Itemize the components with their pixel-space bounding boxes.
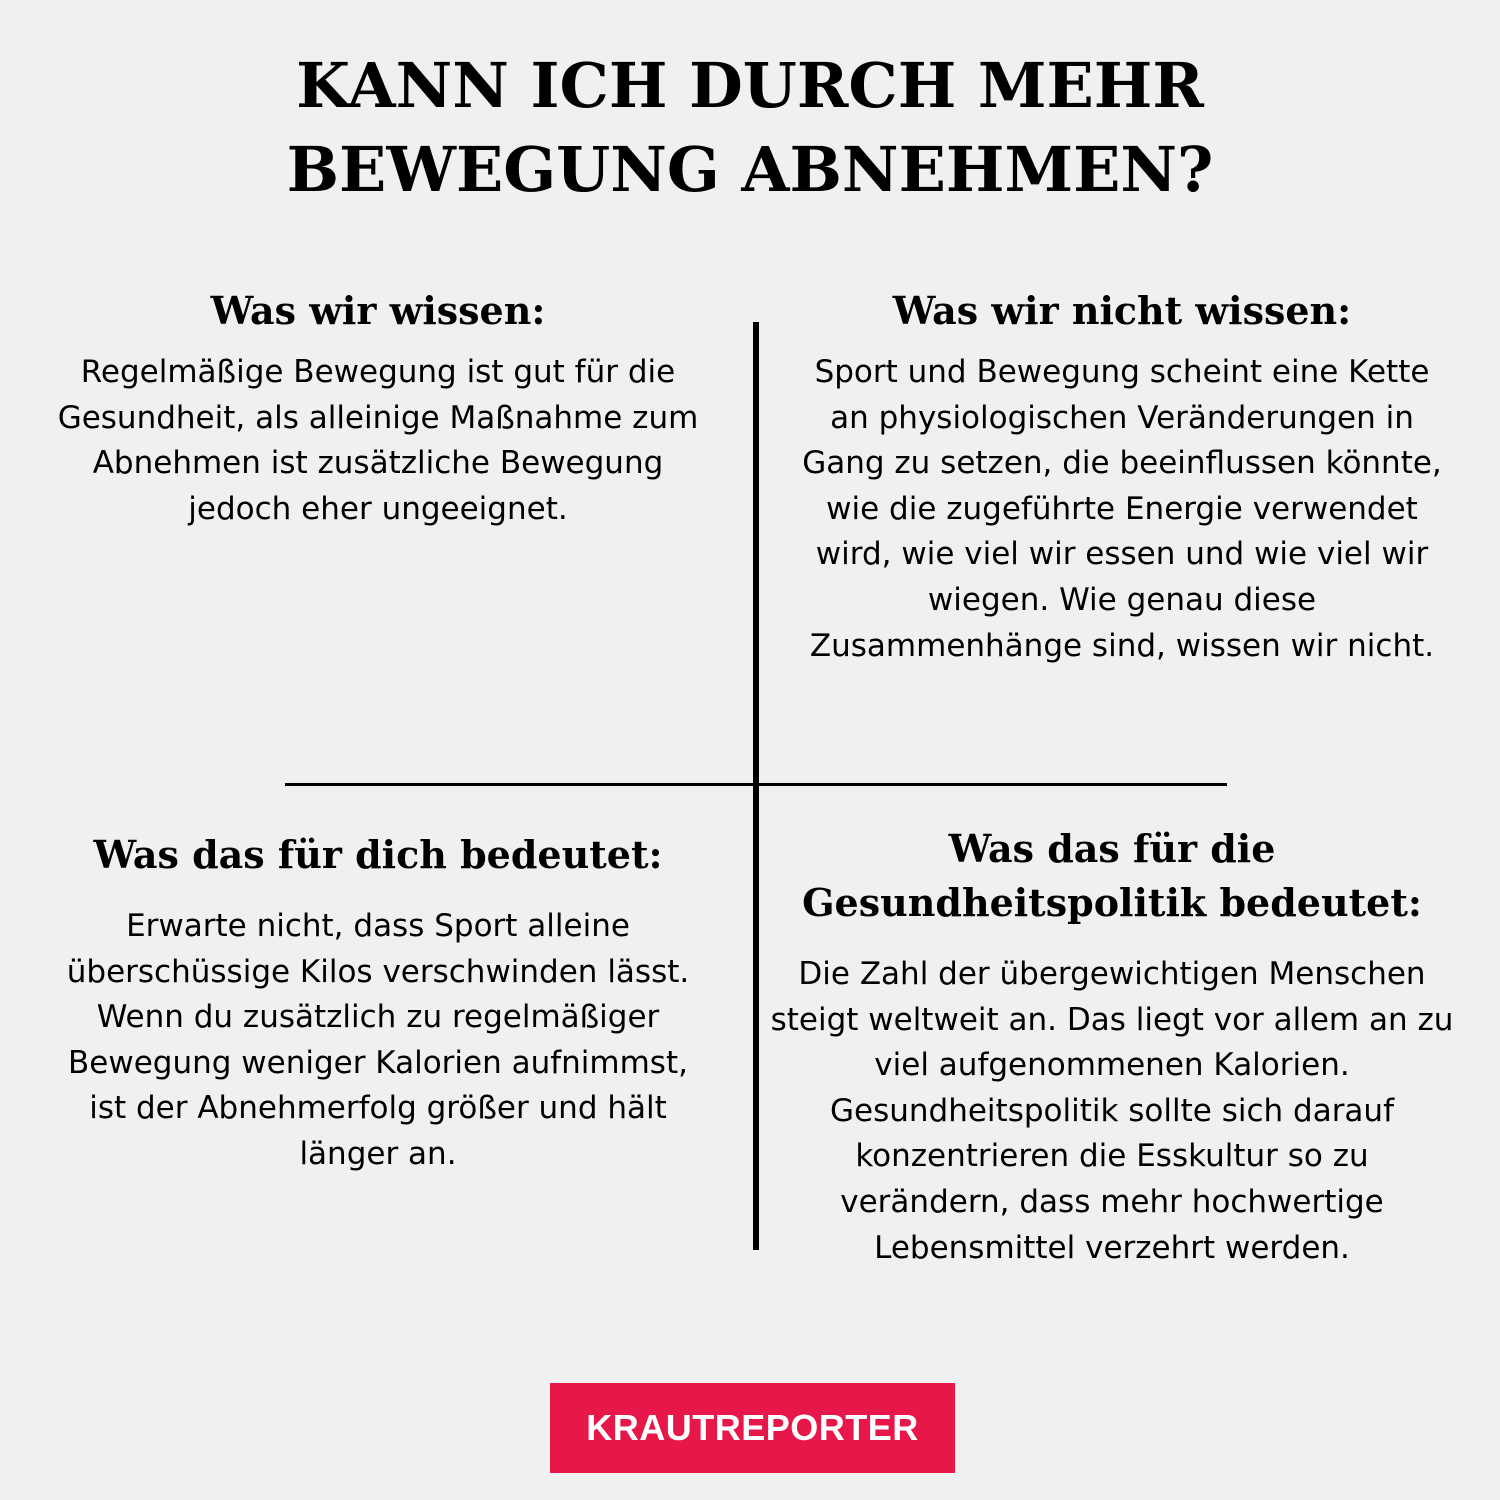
vertical-divider xyxy=(753,322,759,1250)
section-body: Regelmäßige Bewegung ist gut für die Gesundheit, als alleinige Maßnahme zum Abnehmen ist zusätzliche Bewegung jedoch eher ungeeignet. xyxy=(57,354,699,527)
page-title-line-2: BEWEGUNG ABNEHMEN? xyxy=(286,133,1214,206)
section-heading: Was wir wissen: xyxy=(210,288,546,333)
section-body: Sport und Bewegung scheint eine Kette an physiologischen Veränderungen in Gang zu setzen, die beeinflussen könnte, wie die zugeführte Energie verwendet wird, wie viel wir essen und wie viel wir wiegen. Wie genau diese Zusammenhänge sind, wissen wir nicht. xyxy=(802,354,1442,664)
page-title xyxy=(0,44,1500,212)
section-meaning-for-health-policy xyxy=(770,822,1454,1271)
brand-logo-label: KRAUTREPORTER xyxy=(586,1407,919,1448)
section-body: Erwarte nicht, dass Sport alleine überschüssige Kilos verschwinden lässt. Wenn du zusätzlich zu regelmäßiger Bewegung weniger Kalorien aufnimmst, ist der Abnehmerfolg größer und hält länger an. xyxy=(66,908,690,1172)
section-heading-line-1: Was das für die xyxy=(948,826,1276,871)
section-what-we-dont-know xyxy=(792,284,1452,669)
section-meaning-for-you xyxy=(48,828,708,1178)
section-heading xyxy=(770,822,1454,930)
page-title-line-1: KANN ICH DURCH MEHR xyxy=(296,49,1204,122)
section-heading: Was das für dich bedeutet: xyxy=(93,832,663,877)
section-heading-line-2: Gesundheitspolitik bedeutet: xyxy=(802,880,1422,925)
horizontal-divider xyxy=(285,783,1227,786)
section-heading: Was wir nicht wissen: xyxy=(892,288,1352,333)
section-what-we-know xyxy=(48,284,708,532)
section-body: Die Zahl der übergewichtigen Menschen steigt weltweit an. Das liegt vor allem an zu viel aufgenommenen Kalorien. Gesundheitspolitik sollte sich darauf konzentrieren die Esskultur so zu verändern, dass mehr hochwertige Lebensmittel verzehrt werden. xyxy=(770,956,1454,1266)
brand-logo xyxy=(550,1383,955,1473)
